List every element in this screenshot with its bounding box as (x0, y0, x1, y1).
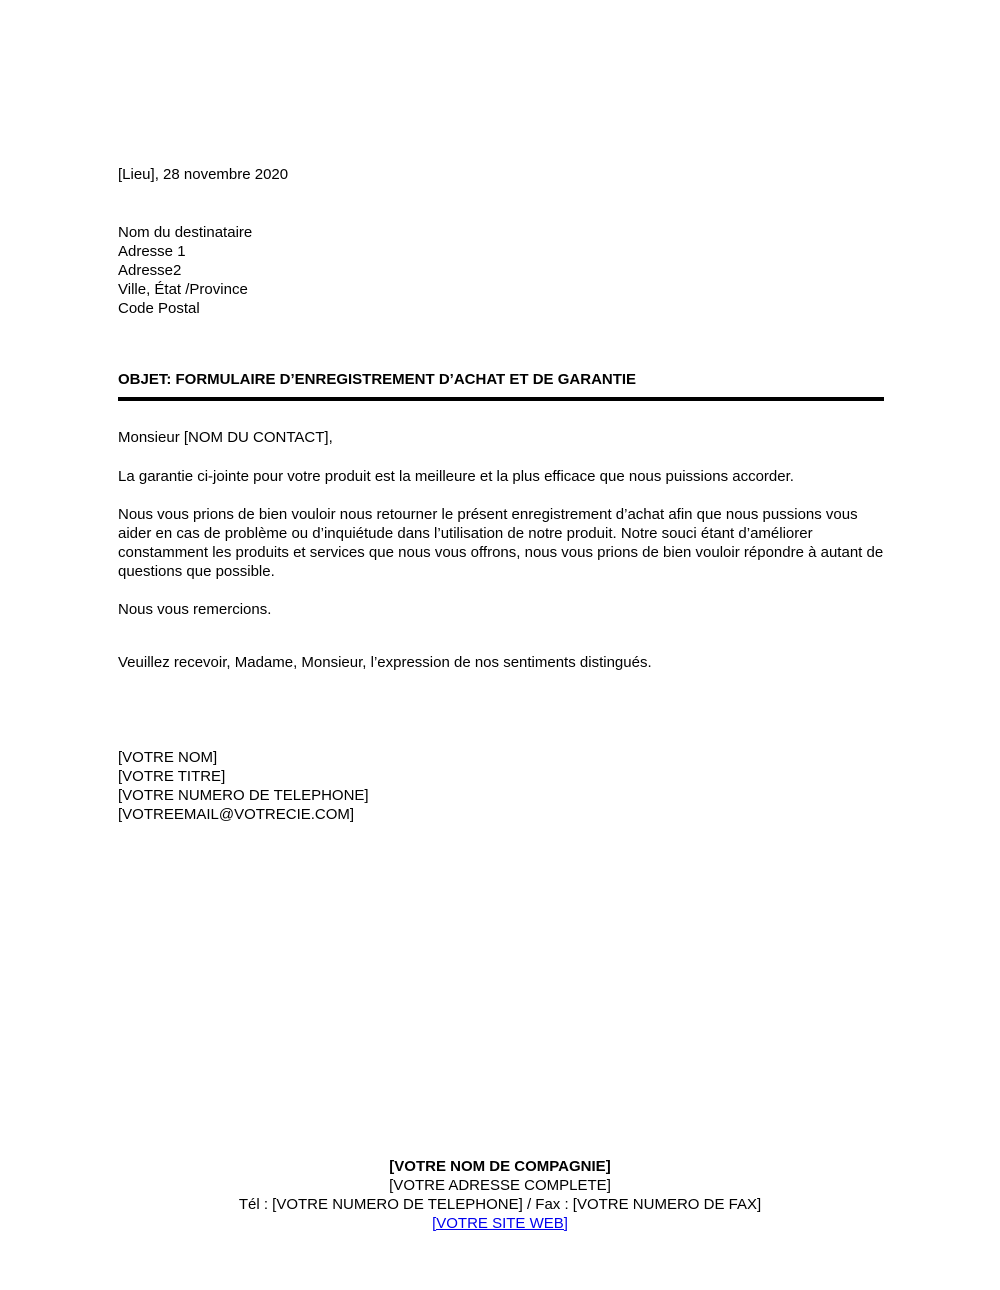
footer-block (0, 1157, 1000, 1233)
body-paragraph-1: La garantie ci-jointe pour votre produit est la meilleure et la plus efficace que nous puissions accorder. (118, 468, 794, 485)
date-line: [Lieu], 28 novembre 2020 (118, 166, 289, 183)
footer-company-name: [VOTRE NOM DE COMPAGNIE] (389, 1158, 611, 1175)
signature-block (118, 748, 884, 824)
signature-title: [VOTRE TITRE] (118, 768, 226, 785)
subject-divider (118, 397, 884, 401)
recipient-city-state: Ville, État /Province (118, 281, 248, 298)
footer-phone-fax: Tél : [VOTRE NUMERO DE TELEPHONE] / Fax : [VOTRE NUMERO DE FAX] (238, 1196, 762, 1213)
signature-name: [VOTRE NOM] (118, 749, 218, 766)
signature-email: [VOTREEMAIL@VOTRECIE.COM] (118, 806, 355, 823)
closing-line: Veuillez recevoir, Madame, Monsieur, l’expression de nos sentiments distingués. (118, 654, 652, 671)
footer-address: [VOTRE ADRESSE COMPLETE] (389, 1177, 611, 1194)
signature-phone: [VOTRE NUMERO DE TELEPHONE] (118, 787, 369, 804)
subject-line: OBJET: FORMULAIRE D’ENREGISTREMENT D’ACHAT ET DE GARANTIE (118, 371, 637, 388)
body-paragraph-2: Nous vous prions de bien vouloir nous retourner le présent enregistrement d’achat afin que nous pussions vous aider en cas de problème ou d’inquiétude dans l’utilisation de notre produit. Notre souci étant d’améliorer constamment les produits et services que nous vous offrons, nous vous prions de bien vouloir répondre à autant de questions que possible. (118, 506, 884, 580)
footer-website-row (0, 1214, 1000, 1233)
recipient-postal-code: Code Postal (118, 300, 200, 317)
recipient-address-1: Adresse 1 (118, 243, 186, 260)
recipient-name: Nom du destinataire (118, 224, 253, 241)
footer-website-link[interactable]: [VOTRE SITE WEB] (432, 1215, 568, 1232)
recipient-block (118, 223, 884, 318)
salutation: Monsieur [NOM DU CONTACT], (118, 429, 333, 446)
recipient-address-2: Adresse2 (118, 262, 182, 279)
body-paragraph-thanks: Nous vous remercions. (118, 601, 272, 618)
